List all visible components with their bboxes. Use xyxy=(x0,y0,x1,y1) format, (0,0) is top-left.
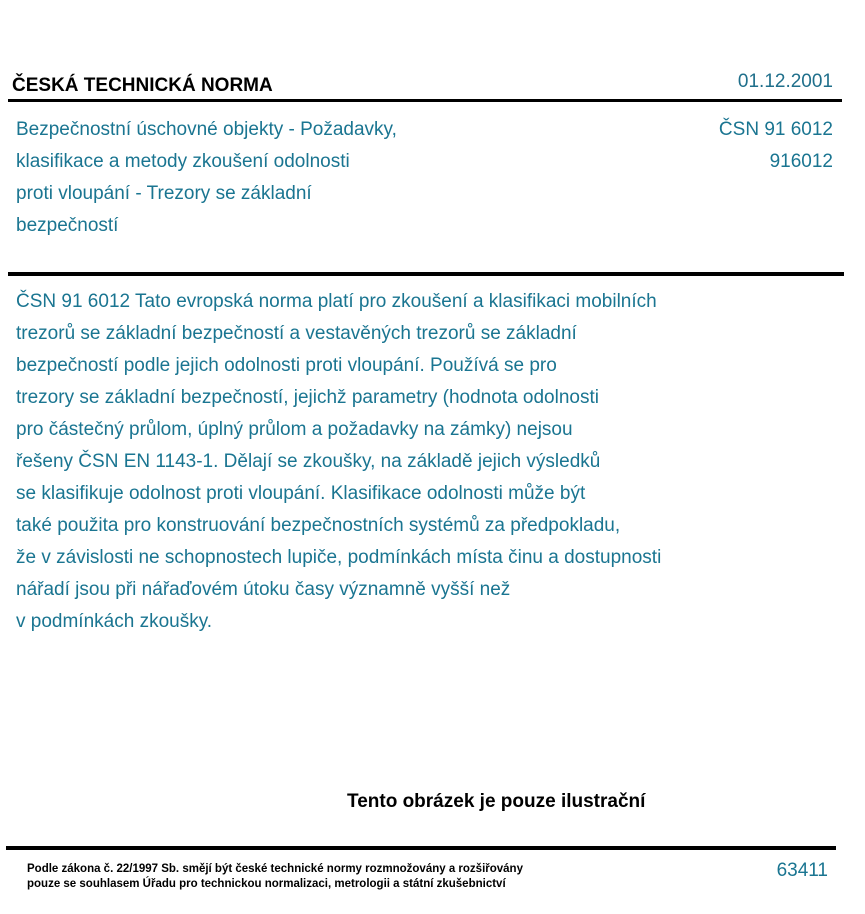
legal-notice-line: Podle zákona č. 22/1997 Sb. smějí být české technické normy rozmnožovány a rozšiřovány xyxy=(27,863,523,875)
abstract-line: ČSN 91 6012 Tato evropská norma platí pro zkoušení a klasifikaci mobilních xyxy=(16,291,657,312)
top-divider xyxy=(8,99,842,102)
legal-notice xyxy=(27,862,523,892)
abstract-line: také použita pro konstruování bezpečnostních systémů za předpokladu, xyxy=(16,515,621,536)
abstract-line: nářadí jsou při nářaďovém útoku časy významně vyšší než xyxy=(16,579,511,600)
document-type-title: ČESKÁ TECHNICKÁ NORMA xyxy=(12,75,273,96)
abstract-text xyxy=(16,286,836,638)
abstract-line: řešeny ČSN EN 1143-1. Dělají se zkoušky, na základě jejich výsledků xyxy=(16,451,601,472)
abstract-line: bezpečností podle jejich odolnosti proti vloupání. Používá se pro xyxy=(16,355,557,376)
legal-notice-line: pouze se souhlasem Úřadu pro technickou normalizaci, metrologii a státní zkušebnictví xyxy=(27,878,506,890)
abstract-line: že v závislosti ne schopnostech lupiče, podmínkách místa činu a dostupnosti xyxy=(16,547,662,568)
standard-code: ČSN 91 6012 xyxy=(718,119,833,140)
standard-codes xyxy=(719,114,833,178)
class-number: 916012 xyxy=(769,151,833,172)
abstract-line: trezorů se základní bezpečností a vestavěných trezorů se základní xyxy=(16,323,577,344)
standard-title xyxy=(16,114,486,242)
bottom-divider xyxy=(6,846,836,850)
standard-title-line: proti vloupání - Trezory se základní xyxy=(16,183,312,204)
abstract-line: se klasifikuje odolnost proti vloupání. Klasifikace odolnosti může být xyxy=(16,483,586,504)
abstract-line: pro částečný průlom, úplný průlom a požadavky na zámky) nejsou xyxy=(16,419,573,440)
middle-divider xyxy=(8,272,844,276)
footer-number: 63411 xyxy=(776,860,828,881)
publication-date: 01.12.2001 xyxy=(737,71,833,92)
standard-title-line: klasifikace a metody zkoušení odolnosti xyxy=(16,151,350,172)
standard-title-line: Bezpečnostní úschovné objekty - Požadavky, xyxy=(16,119,397,140)
standard-title-line: bezpečností xyxy=(16,215,119,236)
abstract-line: trezory se základní bezpečností, jejichž parametry (hodnota odolnosti xyxy=(16,387,599,408)
abstract-line: v podmínkách zkoušky. xyxy=(16,611,213,632)
illustration-disclaimer: Tento obrázek je pouze ilustrační xyxy=(347,791,646,812)
